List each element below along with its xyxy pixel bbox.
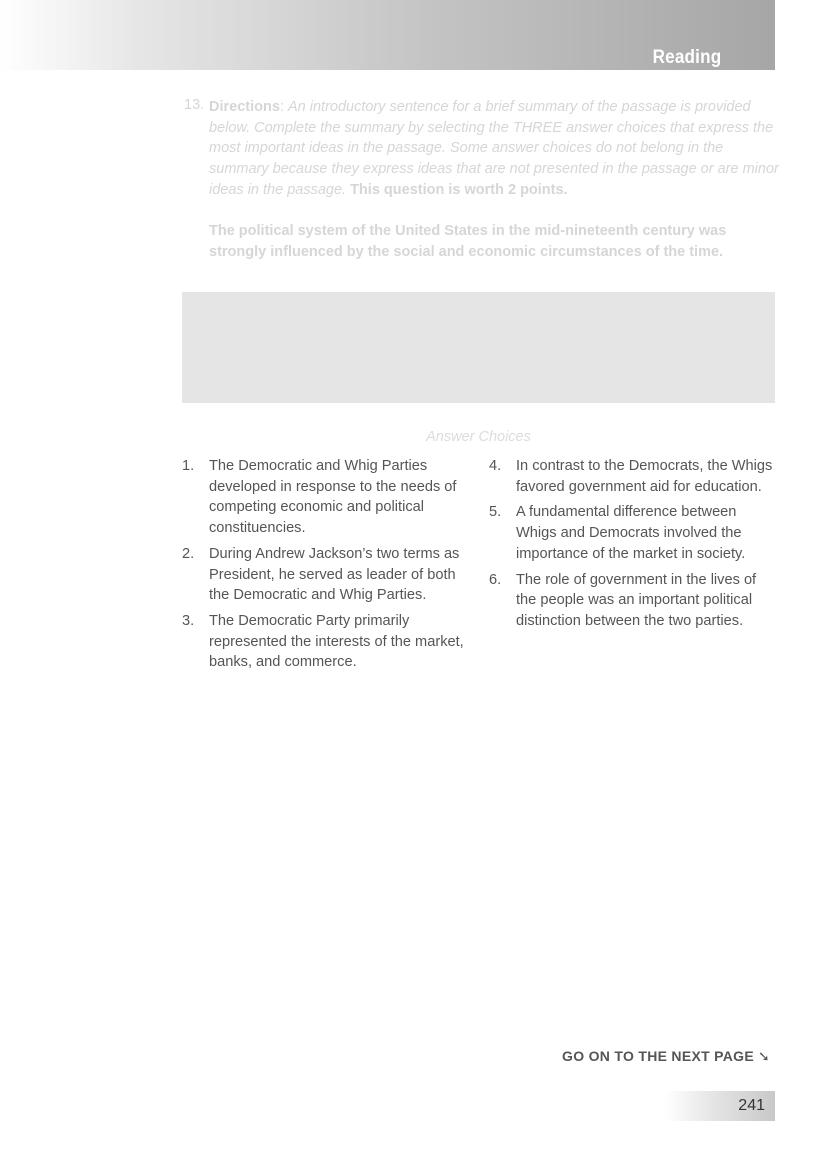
directions-colon: : bbox=[279, 99, 284, 115]
points-note: This question is worth 2 points. bbox=[350, 181, 568, 198]
question-directions bbox=[209, 97, 779, 201]
go-next-label: GO ON TO THE NEXT PAGE bbox=[562, 1048, 754, 1064]
choice-number: 3. bbox=[182, 612, 195, 629]
header-band bbox=[0, 0, 775, 70]
summary-drop-area[interactable] bbox=[182, 292, 775, 403]
choice-number: 4. bbox=[489, 458, 502, 474]
choice-number: 6. bbox=[489, 571, 502, 588]
intro-sentence: The political system of the United States in the mid-nineteenth century was strongly influenced by the social and economic circumstances of the time. bbox=[209, 223, 727, 260]
page-number-band bbox=[665, 1091, 775, 1121]
answer-choices-left-column bbox=[182, 456, 467, 678]
page-number: 241 bbox=[738, 1097, 765, 1114]
answer-choice[interactable] bbox=[182, 611, 467, 673]
directions-text: An introductory sentence for a brief summary of the passage is provided below. Complete the summary by selecting the THREE answer choices that express the most important ideas in the passage. Some answer choices do not belong in the summary because they express ideas that are not presented in the passage or are minor ideas in the passage. bbox=[209, 99, 779, 198]
choice-text: The Democratic Party primarily represented the interests of the market, banks, and commerce. bbox=[209, 612, 464, 671]
question-number: 13. bbox=[184, 97, 205, 113]
answer-choices-right-column bbox=[489, 456, 779, 637]
answer-choice[interactable] bbox=[489, 570, 779, 632]
choice-number: 2. bbox=[182, 545, 195, 562]
answer-choice[interactable] bbox=[489, 456, 779, 497]
answer-choice[interactable] bbox=[489, 502, 779, 564]
answer-choice[interactable] bbox=[182, 456, 467, 539]
choice-text: In contrast to the Democrats, the Whigs favored government aid for education. bbox=[516, 458, 773, 495]
choice-number: 1. bbox=[182, 458, 195, 474]
answer-choices-heading: Answer Choices bbox=[426, 429, 531, 445]
answer-choice[interactable] bbox=[182, 544, 467, 606]
choice-text: The Democratic and Whig Parties developed in response to the needs of competing economic and political constituencies. bbox=[209, 458, 457, 537]
go-next-page-link[interactable] bbox=[562, 1048, 770, 1065]
choice-text: During Andrew Jackson’s two terms as President, he served as leader of both the Democratic and Whig Parties. bbox=[209, 545, 460, 604]
choice-text: A fundamental difference between Whigs and Democrats involved the importance of the market in society. bbox=[516, 504, 746, 562]
directions-label: Directions bbox=[209, 99, 280, 115]
choice-text: The role of government in the lives of the people was an important political distinction between the two parties. bbox=[516, 571, 757, 629]
arrow-down-right-icon: ➘ bbox=[758, 1048, 771, 1064]
section-title: Reading bbox=[652, 47, 721, 68]
choice-number: 5. bbox=[489, 504, 502, 521]
